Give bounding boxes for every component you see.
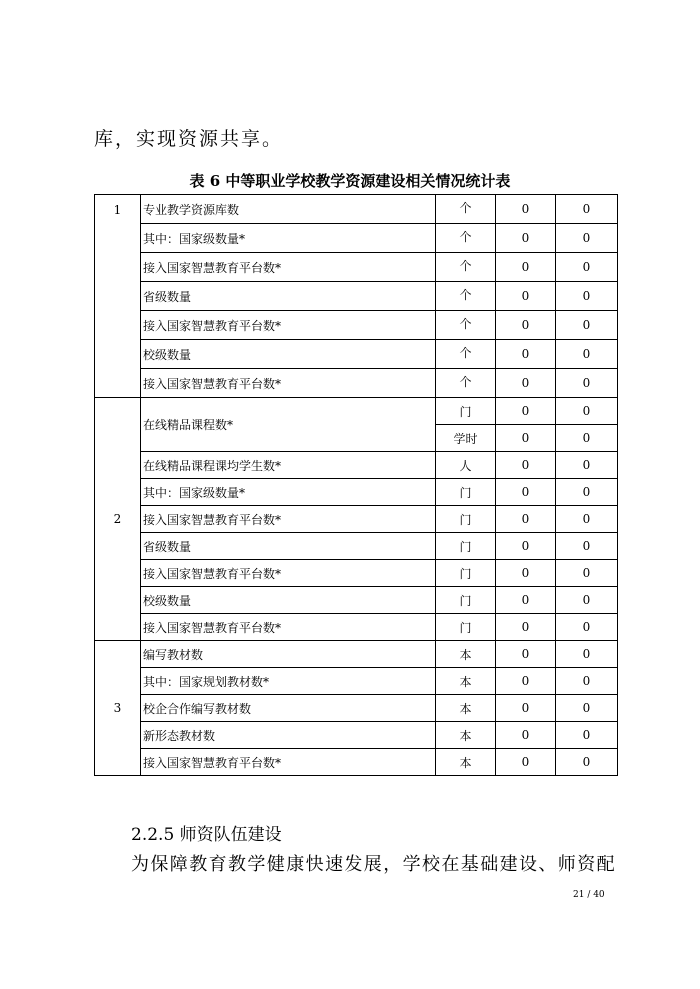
unit-cell: 个 — [436, 253, 496, 282]
table-row — [95, 195, 618, 224]
value-cell: 0 — [556, 311, 618, 340]
item-label: 接入国家智慧教育平台数* — [141, 253, 436, 282]
table-row — [95, 722, 618, 749]
value-cell: 0 — [496, 224, 556, 253]
value-cell: 0 — [556, 479, 618, 506]
value-cell: 0 — [496, 614, 556, 641]
value-cell: 0 — [496, 340, 556, 369]
table-row — [95, 340, 618, 369]
table-row — [95, 253, 618, 282]
value-cell: 0 — [496, 452, 556, 479]
group-number: 2 — [95, 398, 141, 641]
table-row — [95, 749, 618, 776]
intro-line: 库，实现资源共享。 — [94, 128, 284, 150]
value-cell: 0 — [496, 311, 556, 340]
body-paragraph: 为保障教育教学健康快速发展，学校在基础建设、师资配 — [131, 854, 616, 875]
unit-cell: 门 — [436, 587, 496, 614]
value-cell: 0 — [556, 641, 618, 668]
value-cell: 0 — [496, 369, 556, 398]
value-cell: 0 — [556, 614, 618, 641]
value-cell: 0 — [496, 587, 556, 614]
item-label: 其中：国家规划教材数* — [141, 668, 436, 695]
value-cell: 0 — [496, 668, 556, 695]
value-cell: 0 — [496, 722, 556, 749]
unit-cell: 人 — [436, 452, 496, 479]
value-cell: 0 — [496, 398, 556, 425]
group-number: 3 — [95, 641, 141, 776]
table-row — [95, 695, 618, 722]
value-cell: 0 — [556, 253, 618, 282]
table-row — [95, 369, 618, 398]
page-number: 21 / 40 — [573, 890, 605, 900]
section-heading: 2.2.5 师资队伍建设 — [131, 825, 282, 845]
table-row — [95, 587, 618, 614]
unit-cell: 本 — [436, 749, 496, 776]
value-cell: 0 — [556, 195, 618, 224]
item-label: 接入国家智慧教育平台数* — [141, 506, 436, 533]
value-cell: 0 — [556, 398, 618, 425]
value-cell: 0 — [556, 369, 618, 398]
value-cell: 0 — [496, 253, 556, 282]
table-row — [95, 224, 618, 253]
value-cell: 0 — [496, 195, 556, 224]
value-cell: 0 — [496, 641, 556, 668]
item-label: 校级数量 — [141, 340, 436, 369]
value-cell: 0 — [496, 506, 556, 533]
item-label: 省级数量 — [141, 533, 436, 560]
value-cell: 0 — [496, 533, 556, 560]
table-row — [95, 614, 618, 641]
unit-cell: 本 — [436, 641, 496, 668]
value-cell: 0 — [556, 506, 618, 533]
unit-cell: 门 — [436, 560, 496, 587]
value-cell: 0 — [556, 668, 618, 695]
item-label: 接入国家智慧教育平台数* — [141, 749, 436, 776]
item-label: 专业教学资源库数 — [141, 195, 436, 224]
unit-cell: 学时 — [436, 425, 496, 452]
value-cell: 0 — [556, 587, 618, 614]
table-row — [95, 533, 618, 560]
unit-cell: 门 — [436, 398, 496, 425]
item-label: 其中：国家级数量* — [141, 224, 436, 253]
table-row — [95, 668, 618, 695]
unit-cell: 个 — [436, 195, 496, 224]
unit-cell: 个 — [436, 282, 496, 311]
value-cell: 0 — [496, 560, 556, 587]
table-row — [95, 311, 618, 340]
value-cell: 0 — [496, 479, 556, 506]
table-caption: 表 6 中等职业学校教学资源建设相关情况统计表 — [189, 172, 511, 190]
value-cell: 0 — [496, 425, 556, 452]
value-cell: 0 — [556, 282, 618, 311]
item-label: 新形态教材数 — [141, 722, 436, 749]
item-label: 省级数量 — [141, 282, 436, 311]
table-row — [95, 398, 618, 425]
value-cell: 0 — [496, 282, 556, 311]
table-row — [95, 641, 618, 668]
unit-cell: 本 — [436, 695, 496, 722]
unit-cell: 本 — [436, 668, 496, 695]
item-label: 接入国家智慧教育平台数* — [141, 614, 436, 641]
unit-cell: 门 — [436, 533, 496, 560]
table-row — [95, 479, 618, 506]
unit-cell: 个 — [436, 340, 496, 369]
value-cell: 0 — [556, 695, 618, 722]
unit-cell: 门 — [436, 479, 496, 506]
item-label: 接入国家智慧教育平台数* — [141, 311, 436, 340]
value-cell: 0 — [496, 695, 556, 722]
item-label: 在线精品课程课均学生数* — [141, 452, 436, 479]
item-label: 接入国家智慧教育平台数* — [141, 560, 436, 587]
value-cell: 0 — [556, 722, 618, 749]
item-label: 接入国家智慧教育平台数* — [141, 369, 436, 398]
table-row — [95, 282, 618, 311]
unit-cell: 本 — [436, 722, 496, 749]
value-cell: 0 — [556, 425, 618, 452]
value-cell: 0 — [556, 340, 618, 369]
item-label: 其中：国家级数量* — [141, 479, 436, 506]
unit-cell: 个 — [436, 369, 496, 398]
item-label: 编写教材数 — [141, 641, 436, 668]
statistics-table — [94, 194, 618, 776]
table-row — [95, 452, 618, 479]
item-label: 校企合作编写教材数 — [141, 695, 436, 722]
value-cell: 0 — [556, 452, 618, 479]
item-label: 在线精品课程数* — [141, 398, 436, 452]
table-row — [95, 506, 618, 533]
group-number: 1 — [95, 195, 141, 398]
value-cell: 0 — [556, 533, 618, 560]
value-cell: 0 — [556, 560, 618, 587]
value-cell: 0 — [556, 224, 618, 253]
unit-cell: 门 — [436, 614, 496, 641]
unit-cell: 个 — [436, 224, 496, 253]
value-cell: 0 — [556, 749, 618, 776]
table-row — [95, 560, 618, 587]
unit-cell: 个 — [436, 311, 496, 340]
item-label: 校级数量 — [141, 587, 436, 614]
value-cell: 0 — [496, 749, 556, 776]
unit-cell: 门 — [436, 506, 496, 533]
